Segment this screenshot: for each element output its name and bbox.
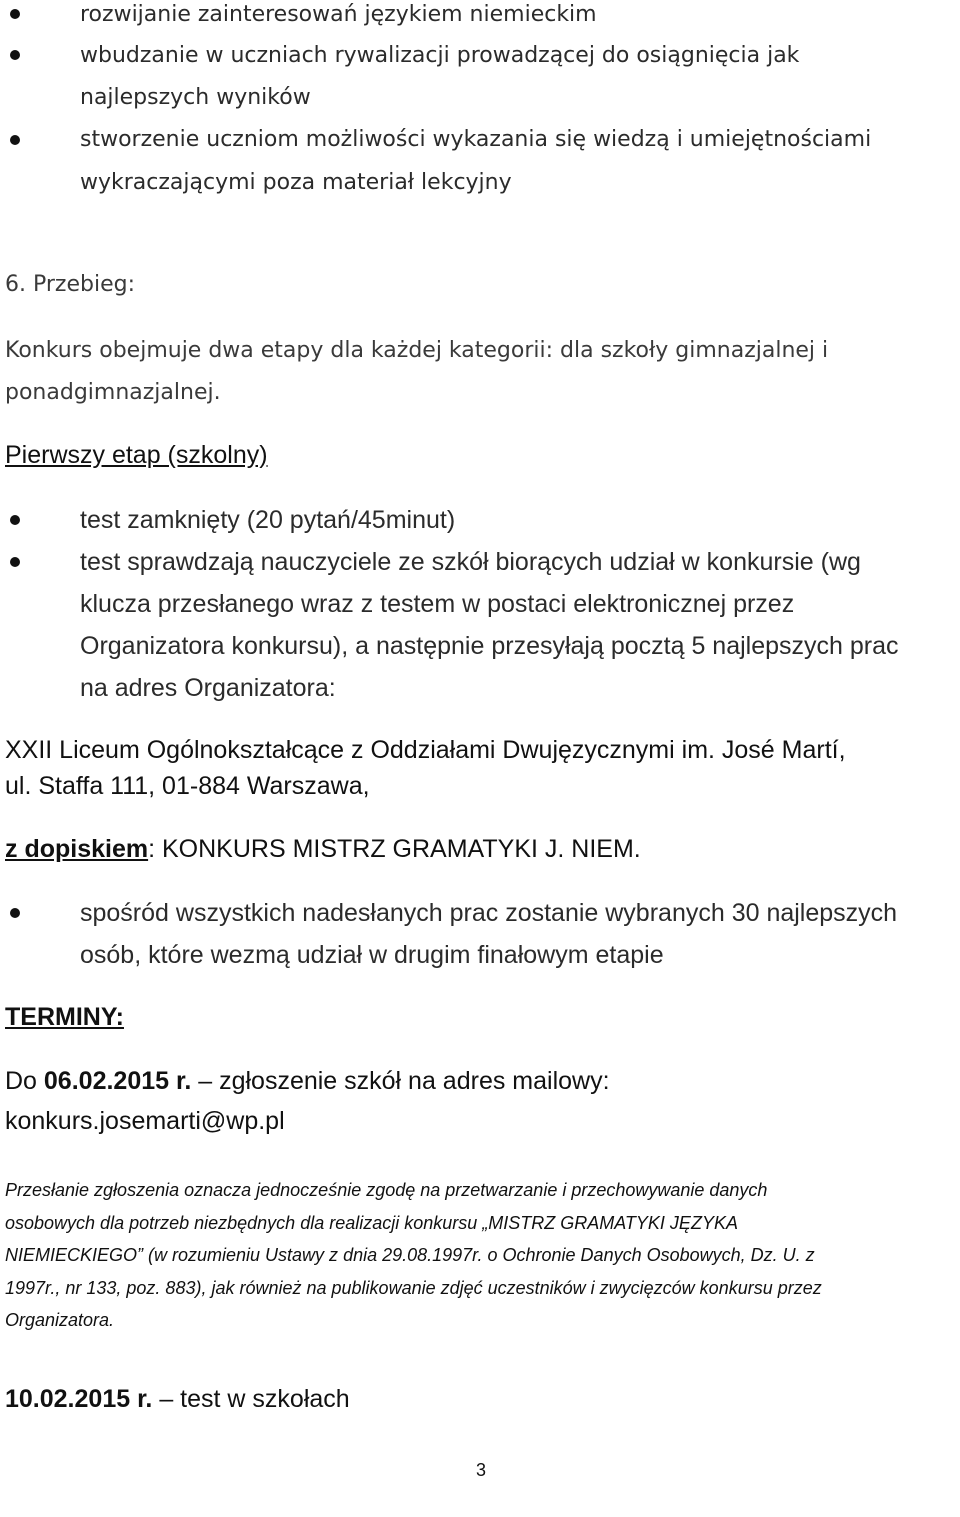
terms-heading: TERMINY:: [5, 1003, 124, 1031]
address-line2: ul. Staffa 111, 01-884 Warszawa,: [5, 772, 370, 800]
consent-line4: 1997r., nr 133, poz. 883), jak również na publikowanie zdjęć uczestników i zwycięzców konkursu przez: [5, 1278, 822, 1298]
deadline-2: [5, 1384, 350, 1414]
goal-item-3-cont: wykraczającymi poza materiał lekcyjny: [80, 170, 512, 195]
bullet: [10, 515, 20, 525]
note-line: [5, 834, 641, 864]
bullet: [10, 557, 20, 567]
stage1-bullet-1: test zamknięty (20 pytań/45minut): [80, 506, 456, 534]
deadline-2-date: 10.02.2015 r.: [5, 1385, 153, 1413]
bullet: [10, 9, 20, 19]
section-heading: 6. Przebieg:: [5, 272, 135, 297]
deadline-1-date: 06.02.2015 r.: [43, 1067, 192, 1095]
deadline-1: [5, 1066, 610, 1096]
goal-item-3: stworzenie uczniom możliwości wykazania się wiedzą i umiejętnościami: [80, 127, 872, 152]
consent-line1: Przesłanie zgłoszenia oznacza jednocześnie zgodę na przetwarzanie i przechowywanie danych: [5, 1180, 768, 1200]
note-separator: :: [148, 835, 156, 863]
stage1-heading: Pierwszy etap (szkolny): [5, 441, 268, 469]
consent-line2: osobowych dla potrzeb niezbędnych dla realizacji konkursu „MISTRZ GRAMATYKI JĘZYKA: [5, 1213, 738, 1233]
bullet: [10, 908, 20, 918]
stage2-bullet-line1: spośród wszystkich nadesłanych prac zostanie wybranych 30 najlepszych: [80, 899, 898, 927]
deadline-2-text: – test w szkołach: [152, 1385, 350, 1413]
consent-line3: NIEMIECKIEGO” (w rozumieniu Ustawy z dnia 29.08.1997r. o Ochronie Danych Osobowych, Dz. U. z: [5, 1245, 815, 1265]
goal-item-1: rozwijanie zainteresowań językiem niemieckim: [80, 2, 597, 27]
stage1-bullet-2-line1: test sprawdzają nauczyciele ze szkół biorących udział w konkursie (wg: [80, 548, 861, 576]
stage2-bullet-line2: osób, które wezmą udział w drugim finałowym etapie: [80, 941, 664, 969]
goal-item-2: wbudzanie w uczniach rywalizacji prowadzącej do osiągnięcia jak: [80, 43, 800, 68]
stage1-bullet-2-line3: Organizatora konkursu), a następnie przesyłają pocztą 5 najlepszych prac: [80, 632, 899, 660]
stage1-bullet-2-line2: klucza przesłanego wraz z testem w postaci elektronicznej przez: [80, 590, 795, 618]
deadline-1-prefix: Do: [5, 1067, 44, 1095]
consent-line5: Organizatora.: [5, 1310, 115, 1330]
page-number: 3: [476, 1460, 487, 1480]
note-label: z dopiskiem: [5, 835, 149, 863]
section-intro-line1: Konkurs obejmuje dwa etapy dla każdej kategorii: dla szkoły gimnazjalnej i: [5, 338, 829, 363]
bullet: [10, 135, 20, 145]
bullet: [10, 50, 20, 60]
deadline-1-text: – zgłoszenie szkół na adres mailowy:: [191, 1067, 610, 1095]
section-intro-line2: ponadgimnazjalnej.: [5, 380, 221, 405]
stage1-bullet-2-line4: na adres Organizatora:: [80, 674, 336, 702]
contact-email: konkurs.josemarti@wp.pl: [5, 1107, 285, 1135]
address-line1: XXII Liceum Ogólnokształcące z Oddziałami Dwujęzycznymi im. José Martí,: [5, 736, 846, 764]
goal-item-2-cont: najlepszych wyników: [80, 85, 311, 110]
note-text: KONKURS MISTRZ GRAMATYKI J. NIEM.: [155, 835, 641, 863]
